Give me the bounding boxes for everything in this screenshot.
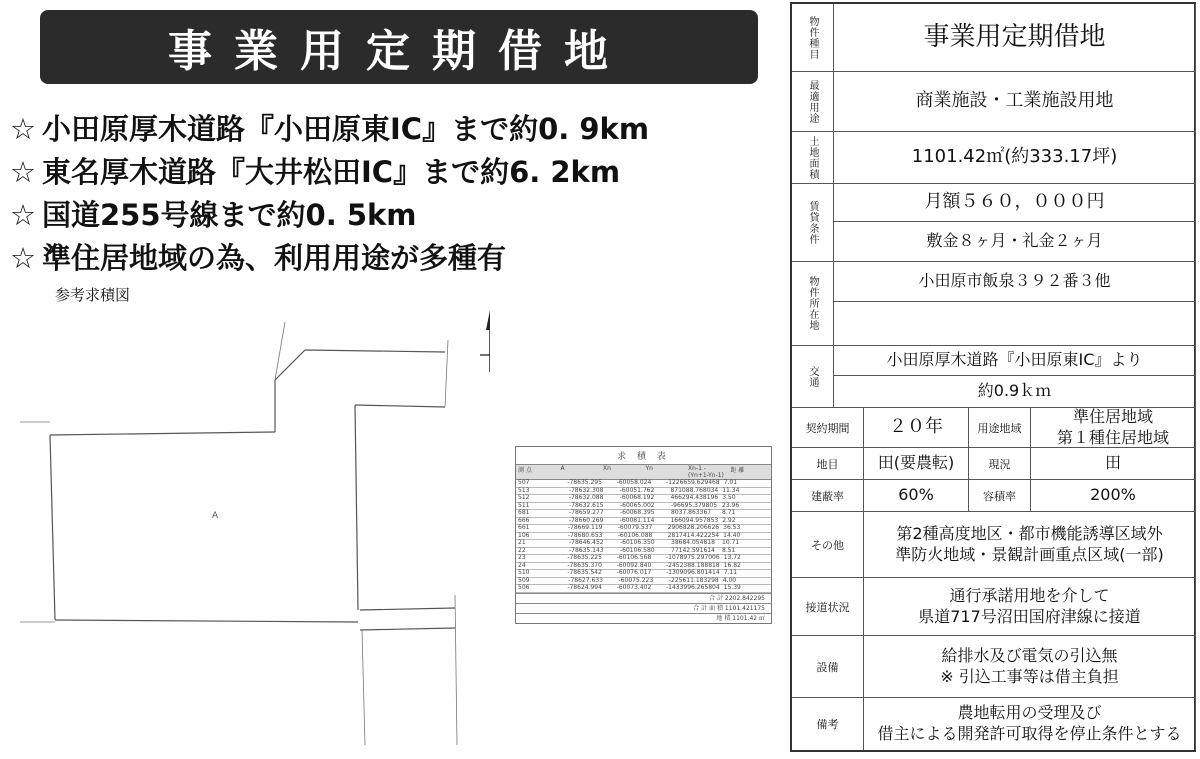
calc-table-cell: 15.39 xyxy=(723,584,741,591)
feature-text: 小田原厚木道路『小田原東IC』まで約0. 9km xyxy=(42,112,650,146)
calc-table-footer xyxy=(516,593,771,603)
plot-boundary xyxy=(360,608,455,610)
calc-table-cell: 4.00 xyxy=(722,576,737,584)
road-label: 接道状況 xyxy=(792,578,864,636)
plot-diagram xyxy=(20,300,490,745)
calc-table-cell: -60073.402 xyxy=(616,584,652,591)
calc-table-cell: -78669.119 xyxy=(567,524,603,531)
current-label: 現況 xyxy=(969,448,1031,480)
calc-table-cell: 77142.591614 xyxy=(671,546,715,554)
calc-footer-value: 1101.421175 xyxy=(724,604,765,612)
calc-table-cell: 14.40 xyxy=(723,531,741,539)
calc-table-cell: 7.01 xyxy=(723,479,738,486)
zone-value-line1: 準住居地域 xyxy=(1072,406,1153,426)
calc-table-cell: 7.11 xyxy=(723,569,738,576)
calc-table-cell: -60076.017 xyxy=(616,569,652,576)
calc-header-cell: 測 点 xyxy=(518,467,532,474)
road-line xyxy=(362,630,365,745)
feature-text: 東名厚木道路『大井松田IC』まで約6. 2km xyxy=(42,155,621,189)
calc-footer-value: 1101.42 ㎡ xyxy=(732,614,765,622)
calc-table-cell: -60106.568 xyxy=(616,554,652,561)
other-label: その他 xyxy=(792,512,864,578)
calc-table-cell: 16.82 xyxy=(723,561,741,569)
calc-table-footer xyxy=(516,603,771,613)
calc-table-cell: 871088.768034 xyxy=(670,486,719,494)
calc-table-cell: -60106.350 xyxy=(620,539,655,546)
type-label xyxy=(792,4,834,72)
traffic-line1: 小田原厚木道路『小田原東IC』より xyxy=(834,346,1196,376)
calc-table-cell: 22 xyxy=(518,546,526,554)
far-value: 200% xyxy=(1031,480,1196,512)
calc-table-cell: -60092.840 xyxy=(616,561,652,569)
facility-line1: 給排水及び電気の引込無 xyxy=(941,645,1118,665)
area-label xyxy=(792,132,834,184)
rent-label-text: 賃貸条件 xyxy=(807,200,818,245)
calc-table-cell: -78624.994 xyxy=(567,584,602,591)
calc-header-cell: Xn-1 -(Yn+1-Yn-1) xyxy=(688,465,724,479)
land-label: 地目 xyxy=(792,448,864,480)
zone-value-line2: 第１種住居地域 xyxy=(1056,427,1169,447)
calc-table-body xyxy=(516,480,771,593)
calc-table-cell: 666 xyxy=(518,516,530,524)
type-label-text: 物件種目 xyxy=(807,15,818,60)
type-value: 事業用定期借地 xyxy=(834,4,1196,72)
calc-table-cell: -78660.269 xyxy=(568,516,604,524)
calc-table-cell: 466294.438196 xyxy=(670,494,719,501)
deposit-value: 敷金８ヶ月・礼金２ヶ月 xyxy=(834,222,1196,262)
calc-table-cell: 21 xyxy=(518,539,526,546)
traffic-label xyxy=(792,346,834,408)
calc-table-cell: 661 xyxy=(518,524,530,531)
zone-label: 用途地域 xyxy=(969,408,1031,448)
note-label: 備考 xyxy=(792,698,864,750)
calc-table-row xyxy=(516,585,771,593)
calc-table-cell: 506 xyxy=(518,584,530,591)
feature-list xyxy=(10,108,649,280)
calc-table-cell: -225611.183298 xyxy=(668,576,719,584)
calc-table-cell: 36.53 xyxy=(723,524,741,531)
star-icon: ☆ xyxy=(10,241,36,275)
calc-table-cell: -78632.308 xyxy=(568,486,604,494)
far-label: 容積率 xyxy=(969,480,1031,512)
address-label-text: 物件所在地 xyxy=(807,276,818,331)
area-value: 1101.42㎡(約333.17坪) xyxy=(834,132,1196,184)
calc-table-cell: 10.71 xyxy=(722,539,740,546)
coverage-value: 60% xyxy=(864,480,969,512)
calc-table-cell: -96695.379805 xyxy=(671,501,718,509)
term-value: ２０年 xyxy=(864,408,969,448)
calc-table-cell: 106 xyxy=(518,531,530,539)
calc-table-cell: 513 xyxy=(518,486,530,494)
feature-text: 準住居地域の為、利用用途が多種有 xyxy=(42,241,507,275)
road-line2: 県道717号沼田国府津線に接道 xyxy=(918,606,1141,626)
calc-table-cell: -1226659.629468 xyxy=(665,479,720,486)
facility-value xyxy=(864,636,1196,698)
calc-table-cell: -60106.580 xyxy=(620,546,655,554)
calc-table-cell: 8.51 xyxy=(722,546,736,554)
calc-table-cell: -1078975.297006 xyxy=(665,554,720,561)
calc-table-cell: -78632.088 xyxy=(568,494,604,501)
calc-table-cell: 23.96 xyxy=(722,501,740,509)
area-calc-table xyxy=(515,446,772,624)
calc-table-cell: -78627.633 xyxy=(568,576,603,584)
note-value xyxy=(864,698,1196,750)
calc-header-cell: A xyxy=(560,465,565,472)
other-value xyxy=(864,512,1196,578)
traffic-label-text: 交通 xyxy=(807,365,818,388)
calc-table-cell: -60075.223 xyxy=(618,576,654,584)
calc-table-cell: -60068.395 xyxy=(620,509,655,516)
calc-table-cell: 507 xyxy=(518,479,530,486)
feature-text: 国道255号線まで約0. 5km xyxy=(42,198,417,232)
feature-item xyxy=(10,194,649,237)
calc-table-cell: -60058.024 xyxy=(616,479,652,486)
calc-table-cell: 510 xyxy=(518,569,530,576)
address-value: 小田原市飯泉３９２番３他 xyxy=(834,262,1196,302)
calc-table-cell: -60068.192 xyxy=(619,494,655,501)
calc-table-cell: -78635.370 xyxy=(567,561,602,569)
calc-table-footer xyxy=(516,613,771,623)
rent-value: 月額５６０，０００円 xyxy=(834,184,1196,222)
calc-table-cell: -78659.277 xyxy=(569,509,604,516)
road-value xyxy=(864,578,1196,636)
road-line xyxy=(455,595,457,745)
road-line xyxy=(445,340,448,407)
calc-table-cell: -78635.143 xyxy=(569,546,604,554)
calc-table-cell: -78635.295 xyxy=(567,479,602,486)
calc-table-cell: 2.92 xyxy=(722,516,736,524)
calc-footer-label: 合 計 面 積 xyxy=(693,604,723,612)
feature-item xyxy=(10,237,649,280)
use-value: 商業施設・工業施設用地 xyxy=(834,72,1196,132)
calc-table-cell: 8.71 xyxy=(722,509,736,516)
plot-boundary xyxy=(50,435,55,620)
star-icon: ☆ xyxy=(10,112,36,146)
star-icon: ☆ xyxy=(10,198,36,232)
facility-line2: ※ 引込工事等は借主負担 xyxy=(940,666,1119,686)
calc-table-cell: -78680.653 xyxy=(567,531,603,539)
plot-boundary xyxy=(355,405,445,407)
term-label: 契約期間 xyxy=(792,408,864,448)
other-line1: 第2種高度地区・都市機能誘導区域外 xyxy=(896,523,1163,543)
calc-table-cell: -60051.762 xyxy=(619,486,655,494)
calc-table-cell: -1309096.801414 xyxy=(665,569,720,576)
area-label-text: 土地面積 xyxy=(807,135,818,180)
calc-table-cell: 2906828.206626 xyxy=(667,524,720,531)
calc-table-cell: -60065.002 xyxy=(620,501,655,509)
other-line2: 準防火地域・景観計画重点区域(一部) xyxy=(895,544,1164,564)
calc-table-cell: 166094.957853 xyxy=(670,516,719,524)
plot-boundary xyxy=(355,405,358,610)
calc-footer-label: 地 積 xyxy=(716,614,731,622)
zone-value xyxy=(1031,408,1196,448)
traffic-line2: 約0.9ｋｍ xyxy=(834,376,1196,408)
property-info-table xyxy=(790,2,1196,752)
calc-table-cell: -78635.542 xyxy=(567,569,602,576)
calc-table-cell: -2452388.188818 xyxy=(665,561,720,569)
calc-table-cell: -60081.114 xyxy=(619,516,655,524)
address-blank xyxy=(834,302,1196,346)
plot-boundary xyxy=(55,620,358,622)
land-value: 田(要農転) xyxy=(864,448,969,480)
calc-table-cell: -78635.225 xyxy=(567,554,602,561)
plot-boundary xyxy=(360,628,455,630)
plot-boundary xyxy=(50,432,275,435)
feature-item xyxy=(10,151,649,194)
address-label xyxy=(792,262,834,346)
calc-footer-label: 合 計 xyxy=(709,594,723,602)
current-value: 田 xyxy=(1031,448,1196,480)
calc-table-cell: 509 xyxy=(518,576,530,584)
calc-table-cell: -60106.088 xyxy=(617,531,653,539)
calc-table-cell: 11.34 xyxy=(722,486,740,494)
use-label-text: 最適用途 xyxy=(807,79,818,124)
feature-item xyxy=(10,108,649,151)
calc-table-title: 求 積 表 xyxy=(516,447,771,465)
use-label xyxy=(792,72,834,132)
note-line2: 借主による開発許可取得を停止条件とする xyxy=(877,724,1182,743)
calc-header-cell: Yn xyxy=(645,465,653,472)
plot-area-label: A xyxy=(212,511,219,521)
road-line1: 通行承諾用地を介して xyxy=(949,585,1110,605)
calc-table-cell: 3.50 xyxy=(722,494,736,501)
note-line1: 農地転用の受理及び xyxy=(957,703,1102,723)
calc-table-cell: 511 xyxy=(518,501,530,509)
calc-table-cell: -1433996.265804 xyxy=(665,584,720,591)
calc-table-cell: 8037.863367 xyxy=(671,509,712,516)
calc-header-cell: 距 離 xyxy=(730,467,745,474)
calc-table-header xyxy=(516,465,771,480)
calc-header-cell: Xn xyxy=(603,465,611,472)
north-arrow-icon xyxy=(480,310,490,372)
reference-title: 参考求積図 xyxy=(55,286,131,304)
calc-table-cell: 2817414.422254 xyxy=(667,531,720,539)
facility-label: 設備 xyxy=(792,636,864,698)
rent-label xyxy=(792,184,834,262)
calc-table-cell: 38684.054818 xyxy=(671,539,715,546)
calc-table-cell: 512 xyxy=(518,494,530,501)
calc-table-cell: 13.72 xyxy=(723,554,741,561)
plot-boundary xyxy=(305,350,445,352)
calc-table-cell: -60079.537 xyxy=(617,524,653,531)
calc-table-cell: -78632.615 xyxy=(569,501,604,509)
calc-footer-value: 2202.842295 xyxy=(724,594,765,602)
calc-table-cell: 23 xyxy=(518,554,526,561)
calc-table-cell: 681 xyxy=(518,509,530,516)
calc-table-cell: 24 xyxy=(518,561,526,569)
coverage-label: 建蔽率 xyxy=(792,480,864,512)
calc-table-cell: -78646.452 xyxy=(569,539,604,546)
star-icon: ☆ xyxy=(10,155,36,189)
page-title: 事業用定期借地 xyxy=(40,10,758,84)
